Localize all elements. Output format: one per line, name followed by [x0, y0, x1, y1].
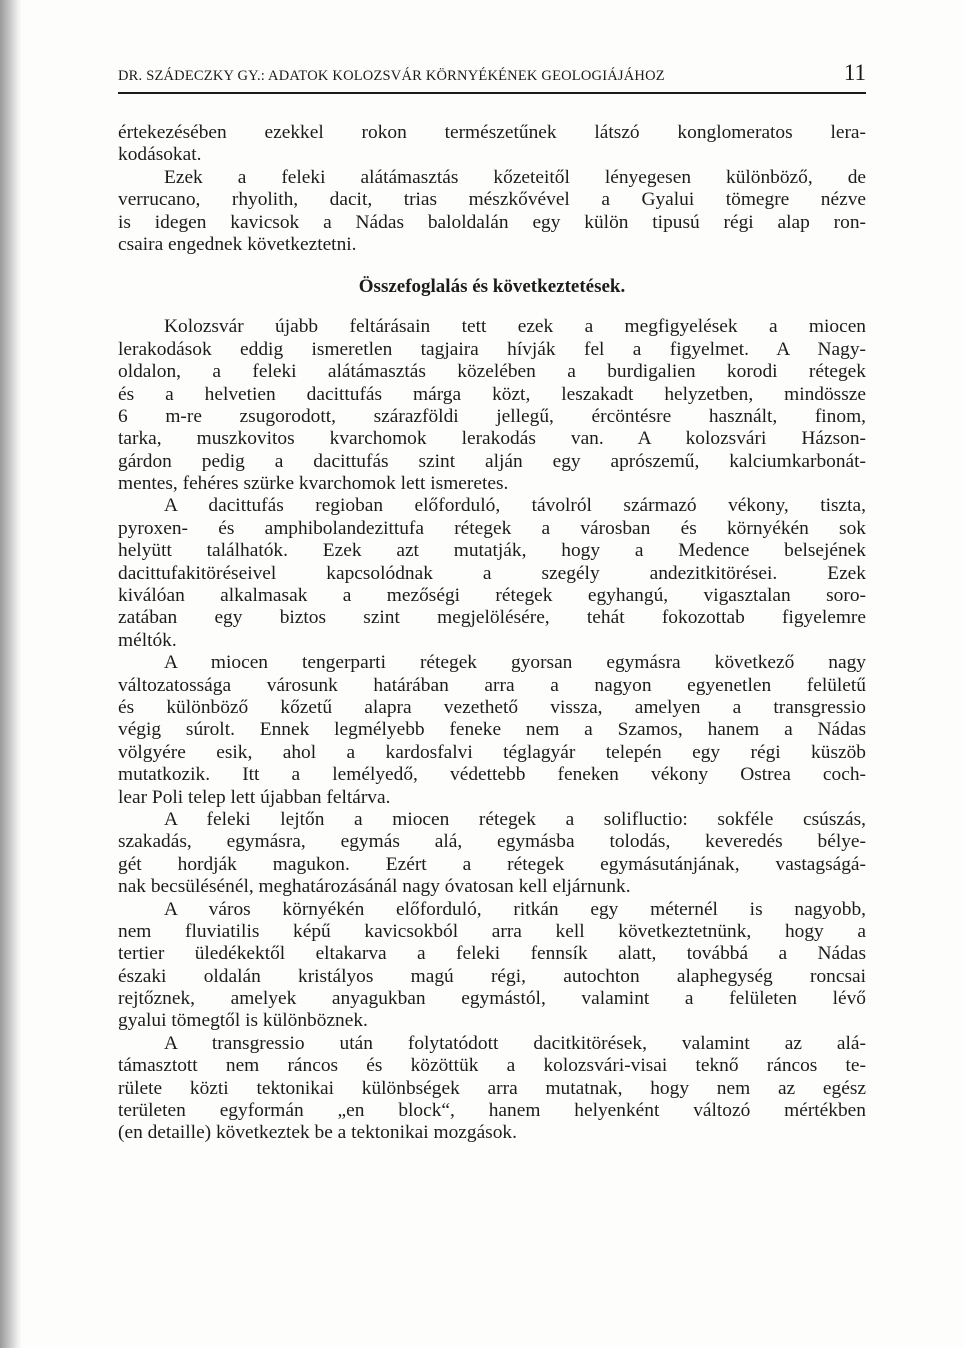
text-line: helyütt találhatók. Ezek azt mutatják, hogy a Medence belsejének: [118, 540, 866, 562]
text-line: A feleki lejtőn a miocen rétegek a solifluctio: sokféle csúszás,: [164, 808, 866, 830]
text-line: tertier üledékektől eltakarva a feleki fennsík alatt, továbbá a Nádas: [118, 943, 866, 965]
paragraph-summary-1: [118, 316, 866, 495]
text-line: változatossága városunk határában arra a nagyon egyenetlen felületű: [118, 674, 866, 696]
paragraph-intro-2: [118, 167, 866, 257]
text-line: rülete közti tektonikai különbségek arra mutatnak, hogy nem az egész: [118, 1077, 866, 1099]
text-line: Ezek a feleki alátámasztás kőzeteitől lényegesen különböző, de: [164, 166, 866, 188]
section-heading: Összefoglalás és következtetések.: [358, 276, 626, 298]
paragraph-summary-4: [118, 809, 866, 899]
page-number: 11: [843, 60, 866, 85]
text-line: pyroxen- és amphibolandezittufa rétegek a városban és környékén sok: [118, 517, 866, 539]
text-line: gárdon pedig a dacittufás szint alján egy aprószemű, kalciumkarbonát-: [118, 450, 866, 472]
text-line: (en detaille) következtek be a tektonikai mozgások.: [118, 1122, 517, 1144]
paragraph-summary-2: [118, 495, 866, 652]
text-line: gyalui tömegtől is különböznek.: [118, 1010, 368, 1032]
text-line: Kolozsvár újabb feltárásain tett ezek a megfigyelések a miocen: [164, 316, 866, 338]
text-line: területen egyformán „en block“, hanem helyenként változó mértékben: [118, 1100, 866, 1122]
text-line: lerakodások eddig ismeretlen tagjaira hívják fel a figyelmet. A Nagy-: [118, 338, 866, 360]
text-line: és a helvetien dacittufás márga közt, leszakadt helyzetben, mindössze: [118, 383, 866, 405]
text-line: kiválóan alkalmasak a mezőségi rétegek egyhangú, vigasztalan soro-: [118, 585, 866, 607]
text-line: gét hordják magukon. Ezért a rétegek egymásutánjának, vastagságá-: [118, 853, 866, 875]
text-line: északi oldalán kristályos magú régi, autochton alaphegység roncsai: [118, 965, 866, 987]
paragraph-summary-3: [118, 652, 866, 809]
text-line: kodásokat.: [118, 144, 202, 166]
text-line: támasztott nem ráncos és közöttük a kolozsvári-visai teknő ráncos te-: [118, 1055, 866, 1077]
text-line: lear Poli telep lett újabban feltárva.: [118, 786, 391, 808]
text-line: A miocen tengerparti rétegek gyorsan egymásra következő nagy: [164, 652, 866, 674]
text-line: 6 m-re zsugorodott, szárazföldi jellegű, ércöntésre használt, finom,: [118, 405, 866, 427]
text-line: nak becsülésénél, meghatározásánál nagy óvatosan kell eljárnunk.: [118, 876, 631, 898]
paragraph-summary-5: [118, 899, 866, 1033]
text-line: mentes, fehéres szürke kvarchomok lett ismeretes.: [118, 473, 509, 495]
text-line: méltók.: [118, 629, 177, 651]
text-line: csaira engednek következtetni.: [118, 233, 357, 255]
text-line: végig súrolt. Ennek legmélyebb feneke nem a Szamos, hanem a Nádas: [118, 719, 866, 741]
text-line: és különböző kőzetű alapra vezethető vissza, amelyen a transgressio: [118, 696, 866, 718]
text-line: oldalon, a feleki alátámasztás közelében a burdigalien korodi rétegek: [118, 361, 866, 383]
text-line: A város környékén előforduló, ritkán egy méternél is nagyobb,: [164, 898, 866, 920]
text-line: A dacittufás regioban előforduló, távolról származó vékony, tiszta,: [164, 495, 866, 517]
text-line: völgyére esik, ahol a kardosfalvi téglagyár telepén egy régi küszöb: [118, 741, 866, 763]
text-line: dacittufakitöréseivel kapcsolódnak a szegély andezitkitörései. Ezek: [118, 562, 866, 584]
running-header: [118, 60, 866, 94]
text-line: A transgressio után folytatódott dacitkitörések, valamint az alá-: [164, 1032, 866, 1054]
paragraph-summary-6: [118, 1033, 866, 1145]
text-line: tarka, muszkovitos kvarchomok lerakodás van. A kolozsvári Házson-: [118, 428, 866, 450]
header-title: DR. SZÁDECZKY GY.: ADATOK KOLOZSVÁR KÖRNYÉKÉNEK GEOLOGIÁJÁHOZ: [118, 68, 665, 84]
text-line: szakadás, egymásra, egymás alá, egymásba tolodás, keveredés bélye-: [118, 831, 866, 853]
body-text: [118, 122, 866, 1145]
text-line: verrucano, rhyolith, dacit, trias mészkővével a Gyalui tömegre nézve: [118, 189, 866, 211]
text-line: nem fluviatilis képű kavicsokból arra kell következtetnünk, hogy a: [118, 920, 866, 942]
paragraph-intro-1: [118, 122, 866, 167]
scan-shadow-edge: [0, 0, 22, 1348]
text-line: értekezésében ezekkel rokon természetűnek látszó konglomeratos lera-: [118, 122, 866, 143]
text-line: zatában egy biztos szint megjelölésére, tehát fokozottab figyelemre: [118, 607, 866, 629]
text-line: is idegen kavicsok a Nádas baloldalán egy külön tipusú régi alap ron-: [118, 211, 866, 233]
text-line: mutatkozik. Itt a lemélyedő, védettebb feneken vékony Ostrea coch-: [118, 764, 866, 786]
text-line: rejtőznek, amelyek anyagukban egymástól, valamint a felületen lévő: [118, 988, 866, 1010]
